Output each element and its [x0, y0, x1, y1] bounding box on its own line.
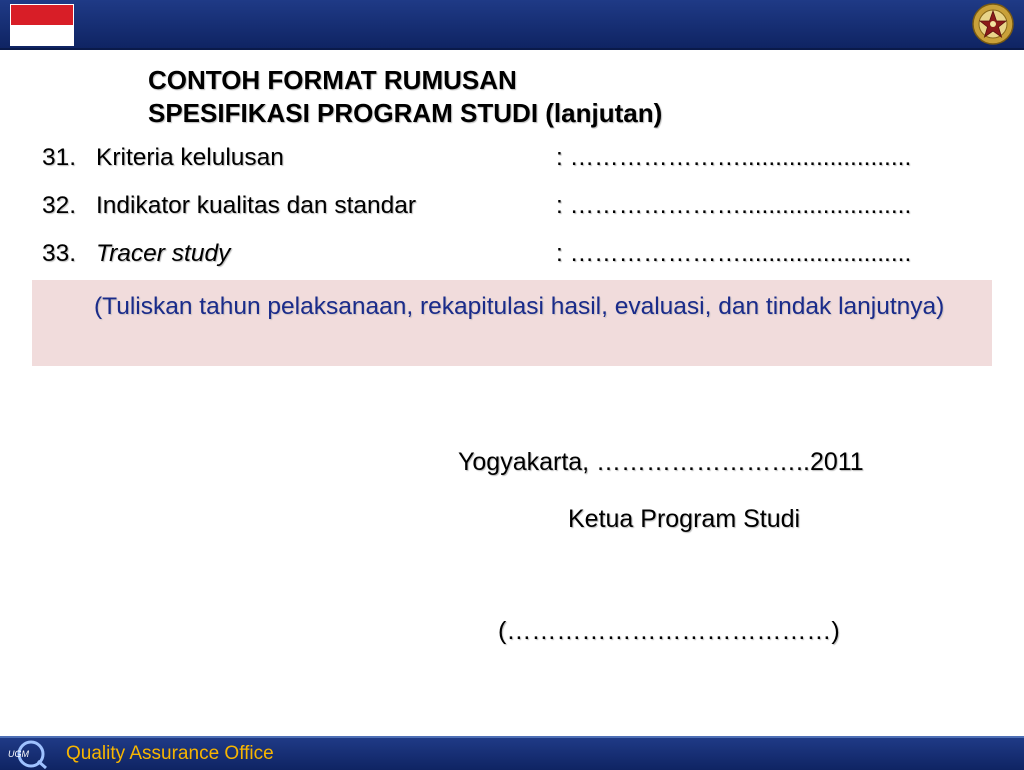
- criteria-item-31: [42, 144, 992, 192]
- criteria-fill-line: : ………………….........................: [556, 240, 912, 267]
- criteria-label: Indikator kualitas dan standar: [96, 192, 417, 219]
- header-bar: [0, 0, 1024, 50]
- footer-title: Quality Assurance Office: [66, 743, 274, 764]
- instruction-note-box: [32, 280, 992, 366]
- indonesia-flag-icon: [10, 4, 74, 46]
- criteria-fill-line: : ………………….........................: [556, 144, 912, 171]
- footer-logo-text: UGM: [8, 749, 29, 759]
- criteria-fill-line: : ………………….........................: [556, 192, 912, 219]
- criteria-number: 32.: [42, 192, 77, 219]
- criteria-list: [42, 144, 992, 288]
- title-line-2: SPESIFIKASI PROGRAM STUDI (lanjutan): [148, 98, 663, 128]
- signature-place-date: Yogyakarta, ……………………..2011: [458, 448, 864, 476]
- criteria-item-32: [42, 192, 992, 240]
- signature-role: Ketua Program Studi: [568, 505, 801, 533]
- university-emblem-icon: [972, 3, 1014, 45]
- footer-bar: [0, 736, 1024, 770]
- criteria-number: 31.: [42, 144, 77, 171]
- criteria-number: 33.: [42, 240, 77, 267]
- ugm-qa-logo-icon: [6, 739, 56, 769]
- criteria-label: Tracer study: [96, 240, 231, 267]
- signature-name-blank: (…………………………………): [498, 617, 840, 645]
- criteria-label: Kriteria kelulusan: [96, 144, 284, 171]
- title-line-1: CONTOH FORMAT RUMUSAN: [148, 65, 517, 95]
- page-title: [148, 64, 662, 130]
- instruction-note-text: (Tuliskan tahun pelaksanaan, rekapitulasi hasil, evaluasi, dan tindak lanjutnya): [94, 293, 945, 320]
